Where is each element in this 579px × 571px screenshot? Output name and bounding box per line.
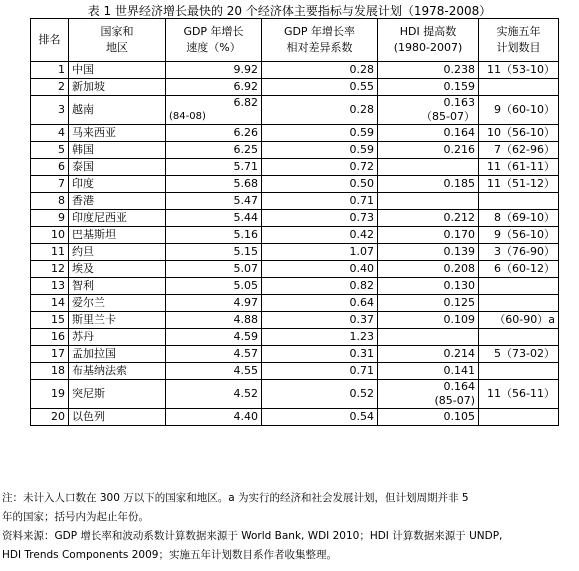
table-row bbox=[31, 159, 559, 176]
header-gdp-line2: 速度（%） bbox=[186, 41, 241, 54]
hdi-cell: 0.212 bbox=[378, 210, 479, 227]
gdp-growth-cell: 4.55 bbox=[166, 363, 262, 380]
hdi-period: (85-07) bbox=[434, 394, 475, 407]
gdp-growth-cell: 4.52 bbox=[166, 380, 262, 409]
rank-cell: 2 bbox=[31, 79, 69, 96]
header-hdi bbox=[378, 19, 479, 62]
table-row bbox=[31, 295, 559, 312]
rank-cell: 12 bbox=[31, 261, 69, 278]
five-year-plan-cell bbox=[479, 193, 559, 210]
gdp-growth-period: (84-08) bbox=[169, 111, 206, 122]
five-year-plan-cell: 3（76-90） bbox=[479, 244, 559, 261]
five-year-plan-cell: 5（73-02） bbox=[479, 346, 559, 363]
variation-cell: 0.54 bbox=[262, 409, 378, 426]
hdi-value: 0.163 bbox=[443, 96, 475, 109]
rank-cell: 14 bbox=[31, 295, 69, 312]
region-cell: 越南 bbox=[69, 96, 166, 125]
region-cell: 约旦 bbox=[69, 244, 166, 261]
gdp-growth-cell: 5.05 bbox=[166, 278, 262, 295]
hdi-cell: 0.105 bbox=[378, 409, 479, 426]
hdi-cell: 0.159 bbox=[378, 79, 479, 96]
gdp-growth-cell: 5.71 bbox=[166, 159, 262, 176]
table-row bbox=[31, 193, 559, 210]
header-region-line2: 地区 bbox=[106, 41, 128, 54]
note-line-2: 年的国家；括号内为起止年份。 bbox=[2, 511, 149, 523]
header-var-line2: 相对差异系数 bbox=[286, 41, 353, 54]
variation-cell: 0.40 bbox=[262, 261, 378, 278]
table-notes bbox=[2, 489, 577, 565]
table-row bbox=[31, 363, 559, 380]
header-plan-line2: 计划数目 bbox=[496, 41, 541, 54]
table-row bbox=[31, 96, 559, 125]
region-cell: 中国 bbox=[69, 62, 166, 79]
variation-cell: 0.73 bbox=[262, 210, 378, 227]
variation-cell: 1.23 bbox=[262, 329, 378, 346]
hdi-cell: 0.130 bbox=[378, 278, 479, 295]
header-var-line1: GDP 年增长率 bbox=[283, 25, 356, 38]
gdp-growth-value: 6.82 bbox=[233, 96, 258, 109]
five-year-plan-cell bbox=[479, 79, 559, 96]
hdi-cell bbox=[378, 193, 479, 210]
gdp-growth-cell: 5.44 bbox=[166, 210, 262, 227]
hdi-cell bbox=[378, 329, 479, 346]
region-cell: 苏丹 bbox=[69, 329, 166, 346]
five-year-plan-cell bbox=[479, 329, 559, 346]
variation-cell: 0.31 bbox=[262, 346, 378, 363]
region-cell: 香港 bbox=[69, 193, 166, 210]
table-row bbox=[31, 176, 559, 193]
hdi-cell bbox=[378, 159, 479, 176]
table-row bbox=[31, 210, 559, 227]
region-cell: 巴基斯坦 bbox=[69, 227, 166, 244]
header-gdp-growth bbox=[166, 19, 262, 62]
gdp-growth-cell: 4.88 bbox=[166, 312, 262, 329]
variation-cell: 0.71 bbox=[262, 363, 378, 380]
rank-cell: 11 bbox=[31, 244, 69, 261]
rank-cell: 9 bbox=[31, 210, 69, 227]
header-rank: 排名 bbox=[31, 19, 69, 62]
region-cell: 爱尔兰 bbox=[69, 295, 166, 312]
hdi-cell bbox=[378, 96, 479, 125]
gdp-growth-cell: 5.68 bbox=[166, 176, 262, 193]
table-row bbox=[31, 409, 559, 426]
indicators-table bbox=[30, 18, 559, 426]
five-year-plan-cell: 8（69-10） bbox=[479, 210, 559, 227]
five-year-plan-cell: 11（61-11） bbox=[479, 159, 559, 176]
region-cell: 以色列 bbox=[69, 409, 166, 426]
gdp-growth-cell: 4.57 bbox=[166, 346, 262, 363]
rank-cell: 4 bbox=[31, 125, 69, 142]
region-cell: 布基纳法索 bbox=[69, 363, 166, 380]
five-year-plan-cell bbox=[479, 295, 559, 312]
table-row bbox=[31, 380, 559, 409]
hdi-cell: 0.208 bbox=[378, 261, 479, 278]
hdi-cell: 0.185 bbox=[378, 176, 479, 193]
five-year-plan-cell bbox=[479, 278, 559, 295]
variation-cell: 0.59 bbox=[262, 125, 378, 142]
rank-cell: 10 bbox=[31, 227, 69, 244]
five-year-plan-cell: 7（62-96） bbox=[479, 142, 559, 159]
hdi-cell: 0.139 bbox=[378, 244, 479, 261]
five-year-plan-cell: （60-90）a bbox=[479, 312, 559, 329]
source-line-2: HDI Trends Components 2009；实施五年计划数目系作者收集整理。 bbox=[2, 549, 337, 561]
rank-cell: 15 bbox=[31, 312, 69, 329]
hdi-cell: 0.216 bbox=[378, 142, 479, 159]
hdi-cell: 0.164 bbox=[378, 125, 479, 142]
rank-cell: 1 bbox=[31, 62, 69, 79]
gdp-growth-cell bbox=[166, 96, 262, 125]
region-cell: 孟加拉国 bbox=[69, 346, 166, 363]
hdi-value: 0.164 bbox=[443, 380, 475, 393]
header-hdi-line2: (1980-2007) bbox=[393, 41, 463, 54]
table-row bbox=[31, 244, 559, 261]
five-year-plan-cell bbox=[479, 409, 559, 426]
region-cell: 智利 bbox=[69, 278, 166, 295]
header-variation bbox=[262, 19, 378, 62]
header-plan-line1: 实施五年 bbox=[496, 25, 541, 38]
rank-cell: 6 bbox=[31, 159, 69, 176]
variation-cell: 0.28 bbox=[262, 62, 378, 79]
five-year-plan-cell: 9（60-10） bbox=[479, 96, 559, 125]
five-year-plan-cell: 10（56-10） bbox=[479, 125, 559, 142]
rank-cell: 19 bbox=[31, 380, 69, 409]
note-line-1: 注：未计入人口数在 300 万以下的国家和地区。a 为实行的经济和社会发展计划，但计划周期并非 5 bbox=[2, 492, 469, 504]
rank-cell: 8 bbox=[31, 193, 69, 210]
hdi-cell: 0.170 bbox=[378, 227, 479, 244]
region-cell: 泰国 bbox=[69, 159, 166, 176]
variation-cell: 0.59 bbox=[262, 142, 378, 159]
table-row bbox=[31, 346, 559, 363]
five-year-plan-cell: 11（53-10） bbox=[479, 62, 559, 79]
table-header bbox=[31, 19, 559, 62]
rank-cell: 18 bbox=[31, 363, 69, 380]
header-gdp-line1: GDP 年增长 bbox=[183, 25, 244, 38]
variation-cell: 0.55 bbox=[262, 79, 378, 96]
table-row bbox=[31, 261, 559, 278]
region-cell: 突尼斯 bbox=[69, 380, 166, 409]
header-hdi-line1: HDI 提高数 bbox=[399, 25, 457, 38]
rank-cell: 17 bbox=[31, 346, 69, 363]
variation-cell: 0.72 bbox=[262, 159, 378, 176]
table-body bbox=[31, 62, 559, 426]
region-cell: 埃及 bbox=[69, 261, 166, 278]
gdp-growth-cell: 4.59 bbox=[166, 329, 262, 346]
variation-cell: 0.52 bbox=[262, 380, 378, 409]
table-row bbox=[31, 125, 559, 142]
header-region bbox=[69, 19, 166, 62]
hdi-cell: 0.214 bbox=[378, 346, 479, 363]
header-region-line1: 国家和 bbox=[100, 25, 134, 38]
five-year-plan-cell: 9（56-10） bbox=[479, 227, 559, 244]
table-row bbox=[31, 278, 559, 295]
table-row bbox=[31, 227, 559, 244]
variation-cell: 0.37 bbox=[262, 312, 378, 329]
gdp-growth-cell: 6.26 bbox=[166, 125, 262, 142]
region-cell: 韩国 bbox=[69, 142, 166, 159]
table-title: 表 1 世界经济增长最快的 20 个经济体主要指标与发展计划（1978-2008） bbox=[87, 4, 492, 18]
rank-cell: 3 bbox=[31, 96, 69, 125]
region-cell: 新加坡 bbox=[69, 79, 166, 96]
variation-cell: 0.82 bbox=[262, 278, 378, 295]
table-row bbox=[31, 329, 559, 346]
hdi-period: （85-07） bbox=[421, 110, 475, 123]
gdp-growth-cell: 9.92 bbox=[166, 62, 262, 79]
gdp-growth-cell: 4.40 bbox=[166, 409, 262, 426]
rank-cell: 20 bbox=[31, 409, 69, 426]
gdp-growth-cell: 4.97 bbox=[166, 295, 262, 312]
gdp-growth-cell: 5.16 bbox=[166, 227, 262, 244]
variation-cell: 0.50 bbox=[262, 176, 378, 193]
variation-cell: 0.28 bbox=[262, 96, 378, 125]
region-cell: 印度 bbox=[69, 176, 166, 193]
variation-cell: 0.71 bbox=[262, 193, 378, 210]
table-row bbox=[31, 79, 559, 96]
gdp-growth-cell: 6.25 bbox=[166, 142, 262, 159]
hdi-cell: 0.141 bbox=[378, 363, 479, 380]
five-year-plan-cell: 6（60-12） bbox=[479, 261, 559, 278]
table-row bbox=[31, 62, 559, 79]
rank-cell: 5 bbox=[31, 142, 69, 159]
source-line-1: 资料来源：GDP 增长率和波动系数计算数据来源于 World Bank, WDI 2010；HDI 计算数据来源于 UNDP, bbox=[2, 530, 503, 542]
five-year-plan-cell: 11（56-11） bbox=[479, 380, 559, 409]
variation-cell: 0.42 bbox=[262, 227, 378, 244]
five-year-plan-cell: 11（51-12） bbox=[479, 176, 559, 193]
rank-cell: 13 bbox=[31, 278, 69, 295]
rank-cell: 16 bbox=[31, 329, 69, 346]
variation-cell: 1.07 bbox=[262, 244, 378, 261]
table-row bbox=[31, 312, 559, 329]
hdi-cell: 0.238 bbox=[378, 62, 479, 79]
gdp-growth-cell: 5.15 bbox=[166, 244, 262, 261]
gdp-growth-cell: 5.47 bbox=[166, 193, 262, 210]
gdp-growth-cell: 6.92 bbox=[166, 79, 262, 96]
table-row bbox=[31, 142, 559, 159]
region-cell: 马来西亚 bbox=[69, 125, 166, 142]
rank-cell: 7 bbox=[31, 176, 69, 193]
five-year-plan-cell bbox=[479, 363, 559, 380]
variation-cell: 0.64 bbox=[262, 295, 378, 312]
header-five-year-plans bbox=[479, 19, 559, 62]
region-cell: 印度尼西亚 bbox=[69, 210, 166, 227]
region-cell: 斯里兰卡 bbox=[69, 312, 166, 329]
hdi-cell bbox=[378, 380, 479, 409]
hdi-cell: 0.125 bbox=[378, 295, 479, 312]
gdp-growth-cell: 5.07 bbox=[166, 261, 262, 278]
hdi-cell: 0.109 bbox=[378, 312, 479, 329]
